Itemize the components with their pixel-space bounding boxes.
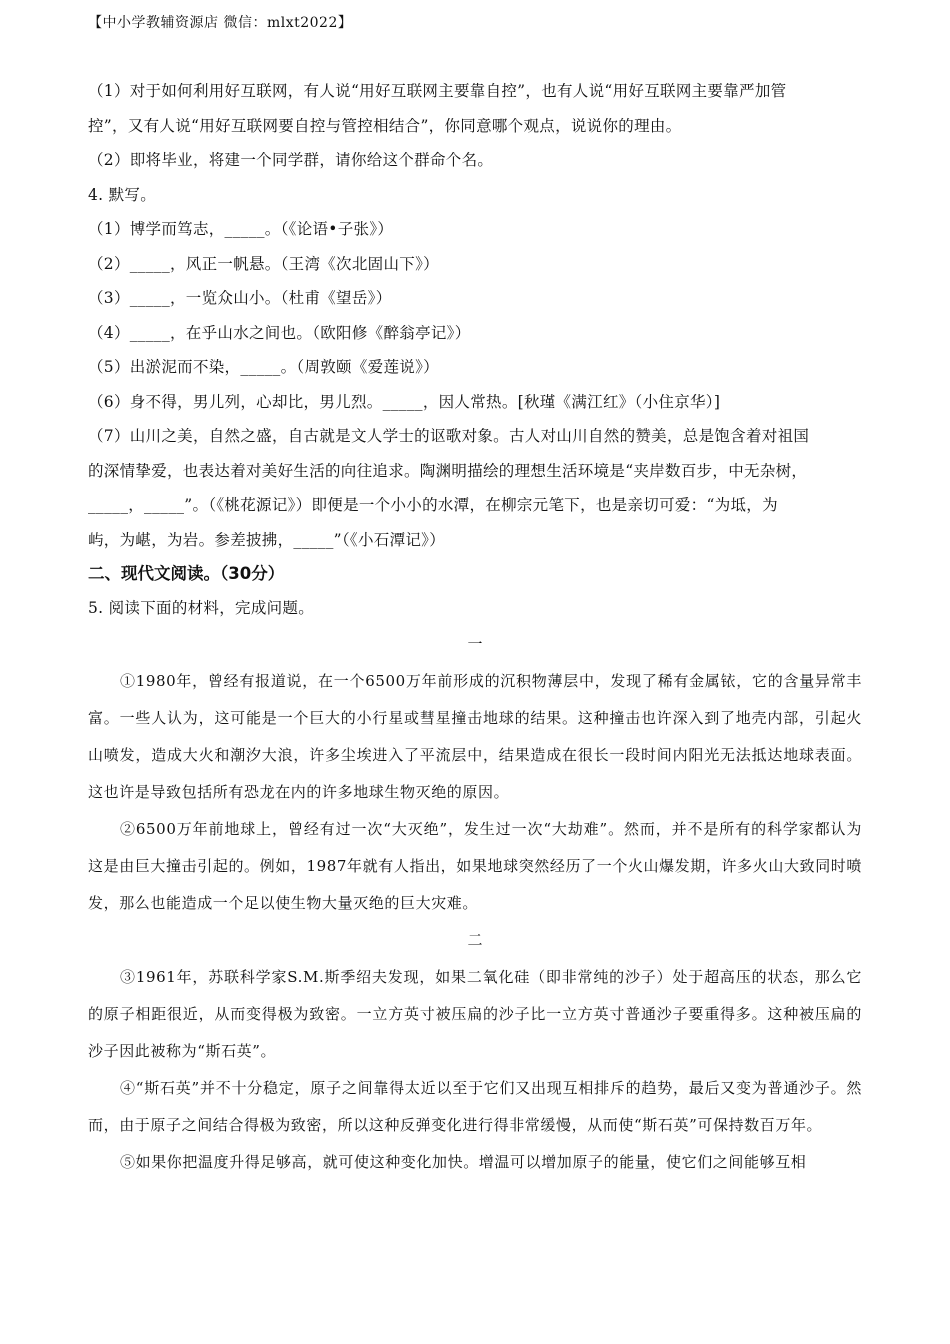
q4-title: 4. 默写。: [88, 185, 157, 204]
passage-paragraph: ①1980年，曾经有报道说，在一个6500万年前形成的沉积物薄层中，发现了稀有金属铱，它的含量异常丰富。一些人认为，这可能是一个巨大的小行星或彗星撞击地球的结果。这种撞击也许深入到了地壳内部，引起火山喷发，造成大火和潮汐大浪，许多尘埃进入了平流层中，结果造成在很长一段时间内阳光无法抵达地球表面。这也许是导致包括所有恐龙在内的许多地球生物灭绝的原因。: [88, 671, 862, 801]
q4-item7-line: _____，_____”。（《桃花源记》）即便是一个小小的水潭，在柳宗元笔下，也是亲切可爱：“为坻，为: [88, 496, 778, 514]
part-marker: 一: [467, 634, 483, 653]
q3-sub1-line2: 控”，又有人说“用好互联网要自控与管控相结合”，你同意哪个观点，说说你的理由。: [88, 116, 682, 135]
part-marker: 二: [467, 930, 483, 949]
q4-item: （4）_____，在乎山水之间也。（欧阳修《醉翁亭记》）: [88, 323, 471, 342]
q4-item: （6）身不得，男儿列，心却比，男儿烈。_____，因人常热。[秋瑾《满江红》（小住京华）]: [88, 392, 721, 411]
q4-item: （1）博学而笃志，_____。（《论语•子张》）: [88, 220, 394, 238]
passage-paragraph: ③1961年，苏联科学家S.M.斯季绍夫发现，如果二氧化硅（即非常纯的沙子）处于超高压的状态，那么它的原子相距很近，从而变得极为致密。一立方英寸被压扁的沙子比一立方英寸普通沙子要重得多。这种被压扁的沙子因此被称为“斯石英”。: [88, 967, 862, 1060]
q3-sub2: （2）即将毕业，将建一个同学群，请你给这个群命个名。: [88, 151, 494, 169]
q3-sub1-line1: （1）对于如何利用好互联网，有人说“用好互联网主要靠自控”，也有人说“用好互联网主要靠严加管: [88, 82, 787, 100]
q5-intro: 5. 阅读下面的材料，完成问题。: [88, 599, 315, 617]
passage-paragraph: ④“斯石英”并不十分稳定，原子之间靠得太近以至于它们又出现互相排斥的趋势，最后又变为普通沙子。然而，由于原子之间结合得极为致密，所以这种反弹变化进行得非常缓慢，从而使“斯石英”可保持数百万年。: [88, 1078, 862, 1134]
q4-item7-line: 屿，为嵁，为岩。参差披拂，_____”（《小石潭记》）: [88, 530, 446, 549]
q4-item: （5）出淤泥而不染，_____。（周敦颐《爱莲说》）: [88, 358, 439, 376]
page-header: 【中小学教辅资源店 微信：mlxt2022】: [88, 15, 353, 31]
q4-item: （3）_____，一览众山小。（杜甫《望岳》）: [88, 289, 392, 307]
passage-paragraph: ⑤如果你把温度升得足够高，就可使这种变化加快。增温可以增加原子的能量，使它们之间能够互相: [120, 1152, 807, 1171]
passage-paragraph: ②6500万年前地球上，曾经有过一次“大灭绝”，发生过一次“大劫难”。然而，并不是所有的科学家都认为这是由巨大撞击引起的。例如，1987年就有人指出，如果地球突然经历了一个火山爆发期，许多火山大致同时喷发，那么也能造成一个足以使生物大量灭绝的巨大灾难。: [88, 819, 862, 912]
q4-item7-line: （7）山川之美，自然之盛，自古就是文人学士的讴歌对象。古人对山川自然的赞美，总是饱含着对祖国: [88, 427, 810, 445]
q4-item7-line: 的深情挚爱，也表达着对美好生活的向往追求。陶渊明描绘的理想生活环境是“夹岸数百步，中无杂树，: [88, 461, 808, 480]
content-body: [88, 74, 862, 1181]
q4-item: （2）_____，风正一帆悬。（王湾《次北固山下》）: [88, 254, 439, 273]
section-title: 二、现代文阅读。（30分）: [88, 564, 285, 583]
